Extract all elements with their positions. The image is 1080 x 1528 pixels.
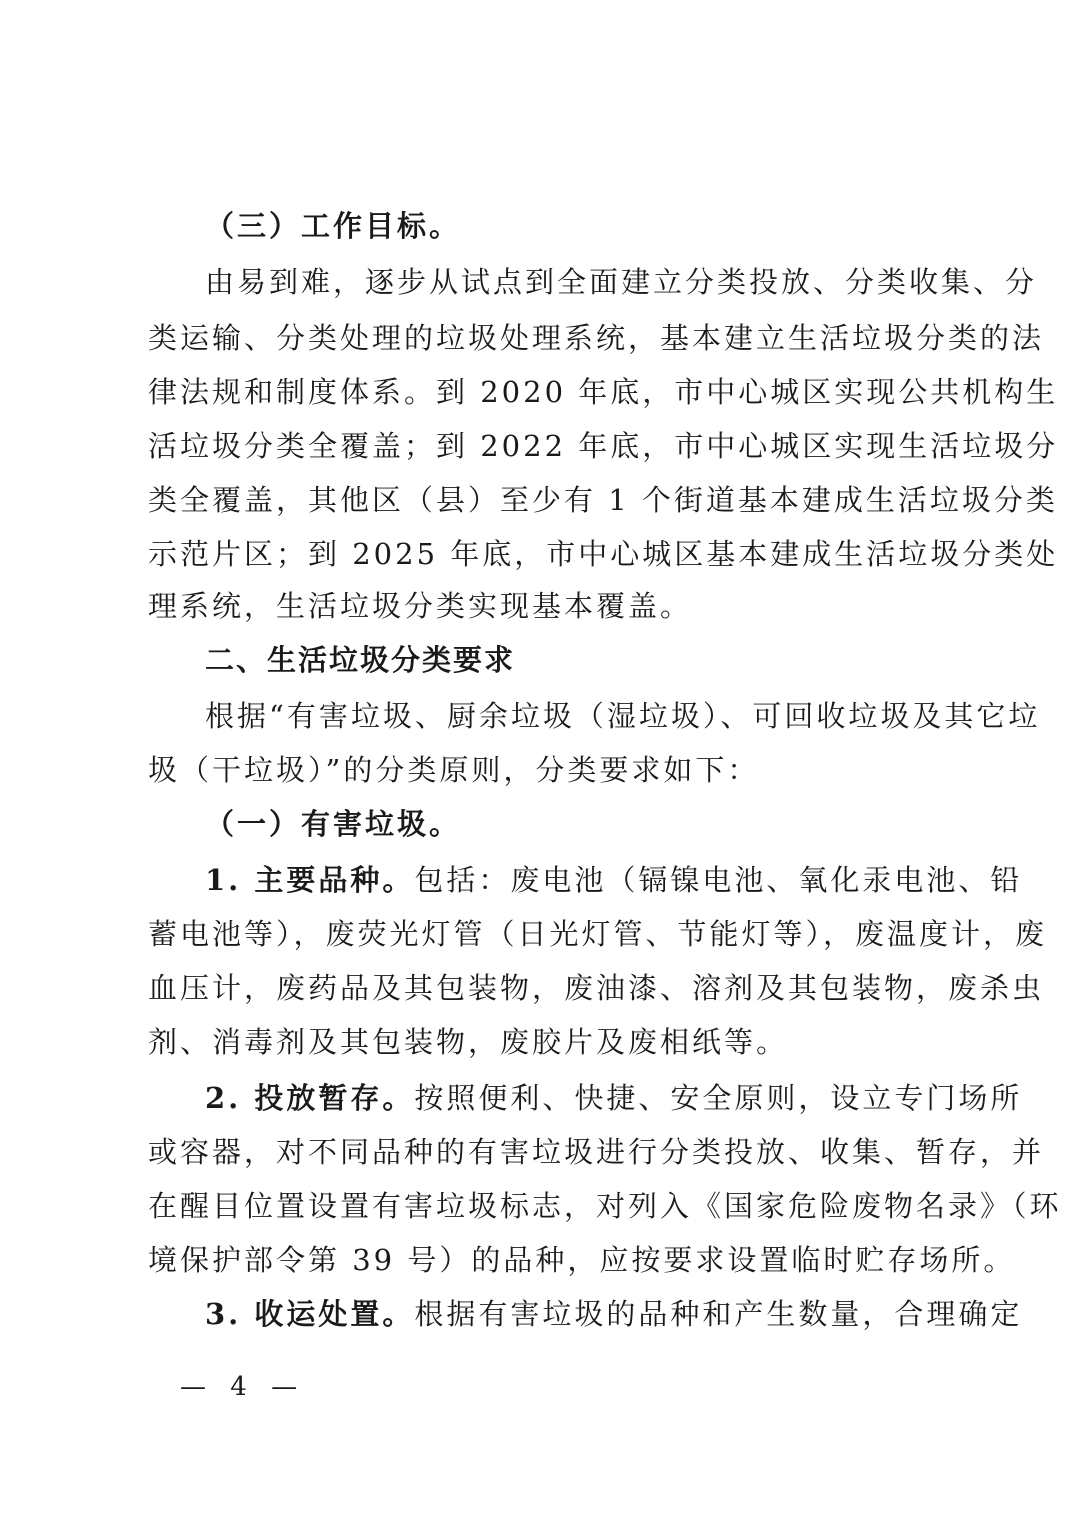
text-line <box>148 586 948 626</box>
text-line <box>148 534 1059 574</box>
item-lead: 3. 收运处置。 <box>205 1297 415 1331</box>
text-line <box>205 1078 1023 1118</box>
line-text: 血压计，废药品及其包装物，废油漆、溶剂及其包装物，废杀虫 <box>148 971 1045 1005</box>
item-lead: 1. 主要品种。 <box>205 863 415 897</box>
line-text: 二、生活垃圾分类要求 <box>205 643 516 677</box>
line-text: 示范片区；到 2025 年底，市中心城区基本建成生活垃圾分类处 <box>148 537 1059 571</box>
text-line <box>205 206 948 246</box>
text-line <box>148 426 1059 466</box>
line-text: 由易到难，逐步从试点到全面建立分类投放、分类收集、分 <box>205 265 1038 299</box>
text-line <box>148 318 1045 358</box>
text-line <box>205 696 1041 736</box>
line-text: （三）工作目标。 <box>205 209 462 243</box>
line-text: 圾（干垃圾）”的分类原则，分类要求如下： <box>148 753 760 787</box>
line-text: 类全覆盖，其他区（县）至少有 1 个街道基本建成生活垃圾分类 <box>148 483 1058 517</box>
text-line <box>148 750 948 790</box>
text-line <box>148 372 1059 412</box>
line-text: 类运输、分类处理的垃圾处理系统，基本建立生活垃圾分类的法 <box>148 321 1045 355</box>
line-text: 包括：废电池（镉镍电池、氧化汞电池、铅 <box>414 863 1023 897</box>
item-lead: 2. 投放暂存。 <box>205 1081 415 1115</box>
line-text: 律法规和制度体系。到 2020 年底，市中心城区实现公共机构生 <box>148 375 1059 409</box>
text-line <box>148 1132 1045 1172</box>
text-line <box>148 1186 1062 1226</box>
text-line <box>148 480 1058 520</box>
text-line <box>205 262 1038 302</box>
text-line <box>148 968 1045 1008</box>
line-text: 境保护部令第 39 号）的品种，应按要求设置临时贮存场所。 <box>148 1243 1016 1277</box>
line-text: 剂、消毒剂及其包装物，废胶片及废相纸等。 <box>148 1025 789 1059</box>
text-line <box>205 804 948 844</box>
text-line <box>205 1294 1023 1334</box>
line-text: 根据有害垃圾的品种和产生数量，合理确定 <box>414 1297 1023 1331</box>
line-text: 活垃圾分类全覆盖；到 2022 年底，市中心城区实现生活垃圾分 <box>148 429 1059 463</box>
text-line <box>205 860 1023 900</box>
text-line <box>148 1022 948 1062</box>
line-text: 理系统，生活垃圾分类实现基本覆盖。 <box>148 589 693 623</box>
line-text: （一）有害垃圾。 <box>205 807 462 841</box>
line-text: 或容器，对不同品种的有害垃圾进行分类投放、收集、暂存，并 <box>148 1135 1045 1169</box>
line-text: 在醒目位置设置有害垃圾标志，对列入《国家危险废物名录》（环 <box>148 1189 1062 1223</box>
line-text: 根据“有害垃圾、厨余垃圾（湿垃圾）、可回收垃圾及其它垃 <box>205 699 1041 733</box>
text-line <box>148 914 1048 954</box>
page-number: — 4 — <box>180 1372 306 1402</box>
text-line <box>205 640 948 680</box>
line-text: 按照便利、快捷、安全原则，设立专门场所 <box>414 1081 1023 1115</box>
text-line <box>148 1240 1016 1280</box>
line-text: 蓄电池等），废荧光灯管（日光灯管、节能灯等），废温度计，废 <box>148 917 1048 951</box>
